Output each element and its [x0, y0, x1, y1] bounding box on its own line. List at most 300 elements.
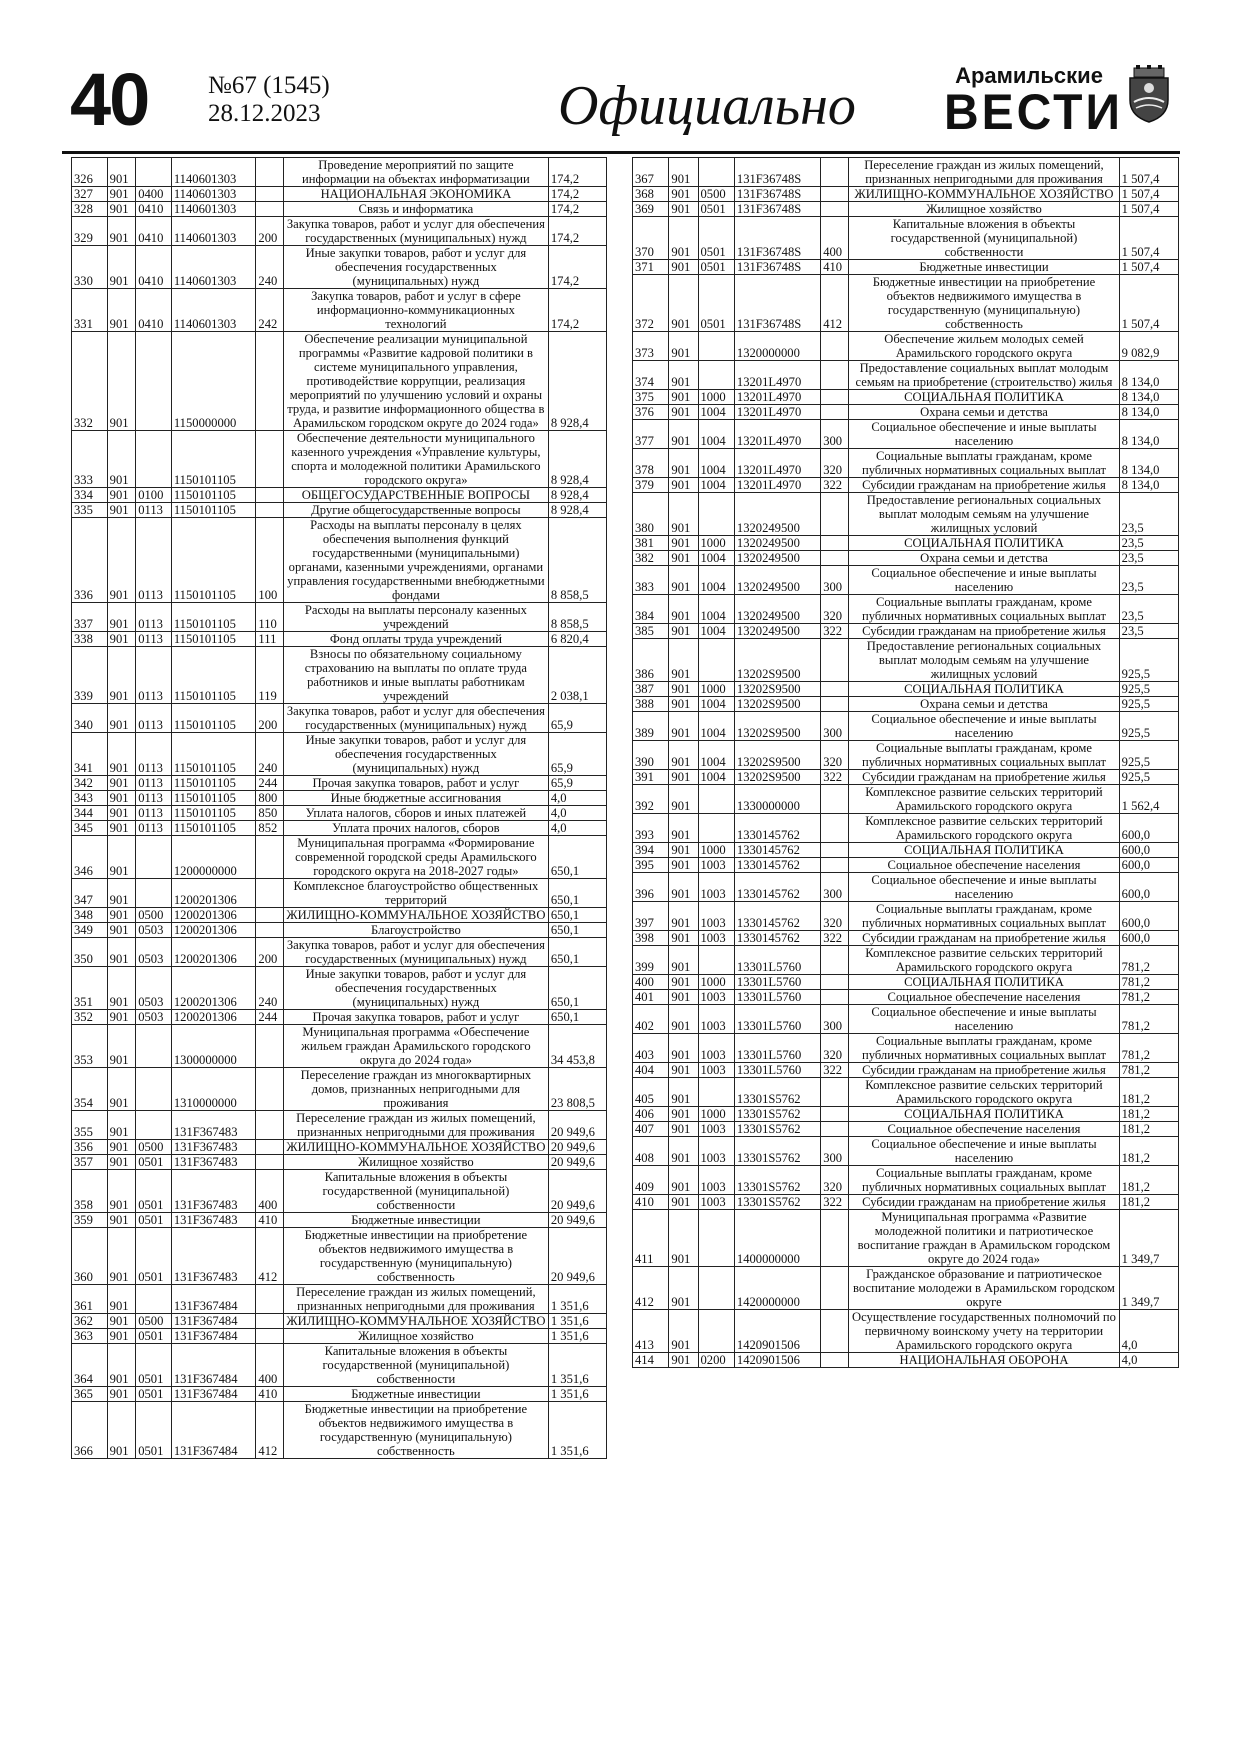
table-row	[72, 1329, 607, 1344]
row-number: 413	[633, 1310, 669, 1353]
target-code: 1150101105	[171, 791, 256, 806]
amount: 1 349,7	[1119, 1210, 1178, 1267]
row-number: 352	[72, 1010, 108, 1025]
expense-type	[256, 1329, 284, 1344]
row-number: 403	[633, 1034, 669, 1063]
item-name: Охрана семьи и детства	[849, 551, 1119, 566]
amount: 20 949,6	[548, 1170, 606, 1213]
target-code: 1300000000	[171, 1025, 256, 1068]
expense-type	[256, 431, 284, 488]
item-name: Проведение мероприятий по защите информации на объектах информатизации	[283, 158, 548, 187]
target-code: 1150101105	[171, 632, 256, 647]
admin-code: 901	[107, 1111, 136, 1140]
target-code: 1420901506	[734, 1310, 820, 1353]
section-code: 0400	[136, 187, 172, 202]
section-code: 0500	[136, 1314, 172, 1329]
section-code: 0113	[136, 733, 172, 776]
section-code	[136, 1285, 172, 1314]
admin-code: 901	[669, 390, 698, 405]
target-code: 1140601303	[171, 246, 256, 289]
item-name: Другие общегосударственные вопросы	[283, 503, 548, 518]
expense-type: 320	[821, 1166, 849, 1195]
item-name: Иные бюджетные ассигнования	[283, 791, 548, 806]
target-code: 1330145762	[734, 902, 820, 931]
admin-code: 901	[107, 1387, 136, 1402]
admin-code: 901	[107, 704, 136, 733]
admin-code: 901	[107, 791, 136, 806]
table-row	[633, 843, 1179, 858]
item-name: Охрана семьи и детства	[849, 697, 1119, 712]
row-number: 387	[633, 682, 669, 697]
row-number: 414	[633, 1353, 669, 1368]
admin-code: 901	[107, 1285, 136, 1314]
row-number: 402	[633, 1005, 669, 1034]
amount: 20 949,6	[548, 1140, 606, 1155]
target-code: 131F36748S	[734, 260, 820, 275]
target-code: 131F367483	[171, 1213, 256, 1228]
amount: 9 082,9	[1119, 332, 1178, 361]
row-number: 333	[72, 431, 108, 488]
item-name: Прочая закупка товаров, работ и услуг	[283, 1010, 548, 1025]
expense-type	[256, 1155, 284, 1170]
section-code	[136, 1025, 172, 1068]
amount: 181,2	[1119, 1107, 1178, 1122]
amount: 181,2	[1119, 1166, 1178, 1195]
expense-type: 200	[256, 704, 284, 733]
section-code: 1000	[698, 1107, 734, 1122]
amount: 181,2	[1119, 1195, 1178, 1210]
item-name: Жилищное хозяйство	[849, 202, 1119, 217]
issue-date: 28.12.2023	[208, 100, 321, 127]
row-number: 379	[633, 478, 669, 493]
table-row	[633, 682, 1179, 697]
row-number: 399	[633, 946, 669, 975]
row-number: 363	[72, 1329, 108, 1344]
row-number: 364	[72, 1344, 108, 1387]
admin-code: 901	[107, 647, 136, 704]
table-row	[72, 821, 607, 836]
section-code: 1000	[698, 536, 734, 551]
expense-type: 320	[821, 1034, 849, 1063]
target-code: 1330145762	[734, 858, 820, 873]
admin-code: 901	[669, 873, 698, 902]
section-code: 1003	[698, 873, 734, 902]
admin-code: 901	[107, 246, 136, 289]
section-code: 0501	[698, 260, 734, 275]
table-row	[72, 1344, 607, 1387]
item-name: Иные закупки товаров, работ и услуг для обеспечения государственных (муниципальных) нужд	[283, 967, 548, 1010]
table-row	[633, 1195, 1179, 1210]
amount: 174,2	[548, 187, 606, 202]
amount: 650,1	[548, 923, 606, 938]
target-code: 1150101105	[171, 733, 256, 776]
admin-code: 901	[107, 1170, 136, 1213]
row-number: 358	[72, 1170, 108, 1213]
item-name: Социальное обеспечение и иные выплаты населению	[849, 873, 1119, 902]
section-code: 0410	[136, 246, 172, 289]
section-code: 1004	[698, 697, 734, 712]
row-number: 378	[633, 449, 669, 478]
row-number: 400	[633, 975, 669, 990]
item-name: Осуществление государственных полномочий по первичному воинскому учету на территории Арамильского городского округа	[849, 1310, 1119, 1353]
table-row	[633, 493, 1179, 536]
row-number: 376	[633, 405, 669, 420]
admin-code: 901	[107, 202, 136, 217]
admin-code: 901	[107, 1140, 136, 1155]
section-code: 1003	[698, 1195, 734, 1210]
table-row	[72, 806, 607, 821]
item-name: Закупка товаров, работ и услуг для обеспечения государственных (муниципальных) нужд	[283, 217, 548, 246]
expense-type: 322	[821, 624, 849, 639]
row-number: 404	[633, 1063, 669, 1078]
row-number: 410	[633, 1195, 669, 1210]
expense-type: 242	[256, 289, 284, 332]
expense-type: 300	[821, 712, 849, 741]
item-name: Закупка товаров, работ и услуг для обеспечения государственных (муниципальных) нужд	[283, 704, 548, 733]
amount: 2 038,1	[548, 647, 606, 704]
item-name: Взносы по обязательному социальному страхованию на выплаты по оплате труда работников и иные выплаты работникам учреждений	[283, 647, 548, 704]
target-code: 131F36748S	[734, 275, 820, 332]
admin-code: 901	[669, 551, 698, 566]
row-number: 336	[72, 518, 108, 603]
table-row	[72, 1387, 607, 1402]
section-code: 0113	[136, 821, 172, 836]
admin-code: 901	[669, 1210, 698, 1267]
admin-code: 901	[669, 1353, 698, 1368]
table-row	[633, 639, 1179, 682]
admin-code: 901	[669, 639, 698, 682]
table-row	[633, 217, 1179, 260]
row-number: 332	[72, 332, 108, 431]
amount: 20 949,6	[548, 1228, 606, 1285]
section-code	[136, 431, 172, 488]
expense-type	[821, 1267, 849, 1310]
table-row	[633, 332, 1179, 361]
amount: 925,5	[1119, 697, 1178, 712]
amount: 781,2	[1119, 990, 1178, 1005]
admin-code: 901	[107, 1329, 136, 1344]
admin-code: 901	[669, 975, 698, 990]
row-number: 388	[633, 697, 669, 712]
target-code: 1200201306	[171, 1010, 256, 1025]
section-code: 1003	[698, 1166, 734, 1195]
amount: 650,1	[548, 1010, 606, 1025]
target-code: 1320000000	[734, 332, 820, 361]
admin-code: 901	[669, 536, 698, 551]
expense-type	[256, 488, 284, 503]
row-number: 356	[72, 1140, 108, 1155]
amount: 1 507,4	[1119, 187, 1178, 202]
amount: 781,2	[1119, 1063, 1178, 1078]
row-number: 409	[633, 1166, 669, 1195]
target-code: 1320249500	[734, 595, 820, 624]
item-name: Переселение граждан из жилых помещений, признанных непригодными для проживания	[283, 1285, 548, 1314]
section-code	[698, 814, 734, 843]
section-code	[698, 785, 734, 814]
logo-top-text: Арамильские	[955, 63, 1103, 88]
admin-code: 901	[107, 938, 136, 967]
expense-type: 200	[256, 217, 284, 246]
item-name: Уплата прочих налогов, сборов	[283, 821, 548, 836]
item-name: СОЦИАЛЬНАЯ ПОЛИТИКА	[849, 1107, 1119, 1122]
amount: 23 808,5	[548, 1068, 606, 1111]
issue-info	[208, 72, 330, 128]
table-row	[72, 647, 607, 704]
table-row	[633, 202, 1179, 217]
amount: 781,2	[1119, 946, 1178, 975]
expense-type	[821, 1310, 849, 1353]
row-number: 373	[633, 332, 669, 361]
admin-code: 901	[669, 420, 698, 449]
item-name: Муниципальная программа «Формирование современной городской среды Арамильского городского округа на 2018-2027 годы»	[283, 836, 548, 879]
amount: 34 453,8	[548, 1025, 606, 1068]
table-row	[72, 289, 607, 332]
expense-type: 412	[256, 1402, 284, 1459]
expense-type	[256, 332, 284, 431]
target-code: 1150000000	[171, 332, 256, 431]
row-number: 354	[72, 1068, 108, 1111]
section-code: 0501	[136, 1402, 172, 1459]
section-code: 1004	[698, 420, 734, 449]
section-code: 0501	[698, 202, 734, 217]
section-code: 0500	[698, 187, 734, 202]
section-code: 0501	[136, 1213, 172, 1228]
item-name: Социальное обеспечение и иные выплаты населению	[849, 712, 1119, 741]
table-row	[633, 1353, 1179, 1368]
table-row	[633, 1005, 1179, 1034]
table-row	[633, 187, 1179, 202]
target-code: 13201L4970	[734, 390, 820, 405]
row-number: 329	[72, 217, 108, 246]
target-code: 1150101105	[171, 503, 256, 518]
target-code: 13301S5762	[734, 1107, 820, 1122]
admin-code: 901	[107, 1213, 136, 1228]
expense-type	[821, 814, 849, 843]
section-code: 1000	[698, 682, 734, 697]
row-number: 380	[633, 493, 669, 536]
expense-type	[821, 390, 849, 405]
expense-type: 400	[256, 1344, 284, 1387]
target-code: 1150101105	[171, 603, 256, 632]
table-row	[72, 704, 607, 733]
item-name: Обеспечение жильем молодых семей Арамильского городского округа	[849, 332, 1119, 361]
section-code	[698, 158, 734, 187]
expense-type	[821, 946, 849, 975]
amount: 23,5	[1119, 536, 1178, 551]
target-code: 1150101105	[171, 488, 256, 503]
admin-code: 901	[107, 1228, 136, 1285]
expense-type	[821, 187, 849, 202]
admin-code: 901	[669, 1195, 698, 1210]
expense-type: 320	[821, 902, 849, 931]
row-number: 330	[72, 246, 108, 289]
item-name: Бюджетные инвестиции	[283, 1387, 548, 1402]
target-code: 1140601303	[171, 217, 256, 246]
admin-code: 901	[107, 187, 136, 202]
section-code: 0503	[136, 1010, 172, 1025]
expense-type: 410	[821, 260, 849, 275]
admin-code: 901	[107, 1025, 136, 1068]
admin-code: 901	[107, 821, 136, 836]
target-code: 131F367484	[171, 1402, 256, 1459]
row-number: 337	[72, 603, 108, 632]
admin-code: 901	[669, 624, 698, 639]
amount: 600,0	[1119, 843, 1178, 858]
row-number: 412	[633, 1267, 669, 1310]
table-row	[72, 938, 607, 967]
expense-type	[821, 551, 849, 566]
item-name: Иные закупки товаров, работ и услуг для обеспечения государственных (муниципальных) нужд	[283, 246, 548, 289]
item-name: Комплексное развитие сельских территорий Арамильского городского округа	[849, 1078, 1119, 1107]
admin-code: 901	[669, 843, 698, 858]
row-number: 391	[633, 770, 669, 785]
section-code: 0503	[136, 923, 172, 938]
table-row	[72, 1025, 607, 1068]
target-code: 13202S9500	[734, 741, 820, 770]
expense-type	[821, 493, 849, 536]
amount: 23,5	[1119, 566, 1178, 595]
target-code: 1140601303	[171, 289, 256, 332]
section-code: 0503	[136, 938, 172, 967]
expense-type	[821, 639, 849, 682]
amount: 600,0	[1119, 858, 1178, 873]
section-code: 0113	[136, 806, 172, 821]
page-number: 40	[70, 58, 149, 141]
expense-type: 322	[821, 770, 849, 785]
section-code	[136, 879, 172, 908]
row-number: 384	[633, 595, 669, 624]
row-number: 406	[633, 1107, 669, 1122]
amount: 8 858,5	[548, 518, 606, 603]
amount: 650,1	[548, 938, 606, 967]
expense-type: 100	[256, 518, 284, 603]
expense-type: 240	[256, 733, 284, 776]
section-code	[136, 158, 172, 187]
amount: 8 134,0	[1119, 478, 1178, 493]
admin-code: 901	[669, 902, 698, 931]
item-name: Капитальные вложения в объекты государственной (муниципальной) собственности	[283, 1344, 548, 1387]
expense-type	[821, 682, 849, 697]
section-code	[698, 1310, 734, 1353]
row-number: 359	[72, 1213, 108, 1228]
admin-code: 901	[669, 1005, 698, 1034]
table-row	[633, 551, 1179, 566]
section-code	[136, 1111, 172, 1140]
row-number: 395	[633, 858, 669, 873]
amount: 650,1	[548, 967, 606, 1010]
item-name: Иные закупки товаров, работ и услуг для обеспечения государственных (муниципальных) нужд	[283, 733, 548, 776]
expense-type: 300	[821, 420, 849, 449]
item-name: Переселение граждан из жилых помещений, признанных непригодными для проживания	[849, 158, 1119, 187]
item-name: Закупка товаров, работ и услуг для обеспечения государственных (муниципальных) нужд	[283, 938, 548, 967]
target-code: 131F367484	[171, 1285, 256, 1314]
section-code: 0501	[136, 1170, 172, 1213]
target-code: 13301L5760	[734, 1063, 820, 1078]
amount: 4,0	[548, 806, 606, 821]
item-name: Социальное обеспечение и иные выплаты населению	[849, 566, 1119, 595]
row-number: 397	[633, 902, 669, 931]
section-code: 1004	[698, 551, 734, 566]
amount: 600,0	[1119, 931, 1178, 946]
target-code: 1140601303	[171, 202, 256, 217]
expense-type: 852	[256, 821, 284, 836]
expense-type	[256, 1068, 284, 1111]
row-number: 342	[72, 776, 108, 791]
amount: 23,5	[1119, 595, 1178, 624]
section-code: 0100	[136, 488, 172, 503]
target-code: 131F367484	[171, 1344, 256, 1387]
target-code: 131F367483	[171, 1170, 256, 1213]
amount: 8 858,5	[548, 603, 606, 632]
item-name: ОБЩЕГОСУДАРСТВЕННЫЕ ВОПРОСЫ	[283, 488, 548, 503]
row-number: 398	[633, 931, 669, 946]
row-number: 374	[633, 361, 669, 390]
expense-type	[821, 361, 849, 390]
item-name: Расходы на выплаты персоналу в целях обеспечения выполнения функций государственными (муниципальными) органами, казенными учреждениями, органами управления государственными внебюджетными фондами	[283, 518, 548, 603]
admin-code: 901	[669, 1078, 698, 1107]
item-name: Социальные выплаты гражданам, кроме публичных нормативных социальных выплат	[849, 741, 1119, 770]
table-row	[633, 390, 1179, 405]
row-number: 351	[72, 967, 108, 1010]
item-name: Предоставление социальных выплат молодым семьям на приобретение (строительство) жилья	[849, 361, 1119, 390]
table-row	[72, 967, 607, 1010]
expense-type: 240	[256, 967, 284, 1010]
table-row	[72, 1068, 607, 1111]
item-name: Бюджетные инвестиции на приобретение объектов недвижимого имущества в государственную (муниципальную) собственность	[283, 1228, 548, 1285]
expense-type: 300	[821, 1005, 849, 1034]
table-row	[633, 741, 1179, 770]
target-code: 1200201306	[171, 908, 256, 923]
item-name: Социальные выплаты гражданам, кроме публичных нормативных социальных выплат	[849, 449, 1119, 478]
expense-type	[256, 879, 284, 908]
row-number: 347	[72, 879, 108, 908]
item-name: Комплексное развитие сельских территорий Арамильского городского округа	[849, 946, 1119, 975]
amount: 925,5	[1119, 712, 1178, 741]
table-row	[72, 1314, 607, 1329]
amount: 8 928,4	[548, 488, 606, 503]
row-number: 350	[72, 938, 108, 967]
target-code: 13301S5762	[734, 1078, 820, 1107]
section-code: 1003	[698, 990, 734, 1005]
target-code: 13301S5762	[734, 1195, 820, 1210]
row-number: 338	[72, 632, 108, 647]
target-code: 131F367483	[171, 1140, 256, 1155]
row-number: 382	[633, 551, 669, 566]
target-code: 1150101105	[171, 821, 256, 836]
admin-code: 901	[107, 217, 136, 246]
amount: 23,5	[1119, 551, 1178, 566]
table-row	[633, 420, 1179, 449]
expense-type	[821, 1107, 849, 1122]
section-code: 0501	[136, 1387, 172, 1402]
admin-code: 901	[669, 260, 698, 275]
amount: 4,0	[548, 791, 606, 806]
table-row	[72, 1228, 607, 1285]
section-code: 1004	[698, 741, 734, 770]
row-number: 408	[633, 1137, 669, 1166]
admin-code: 901	[669, 1063, 698, 1078]
amount: 8 134,0	[1119, 390, 1178, 405]
amount: 1 351,6	[548, 1285, 606, 1314]
item-name: Гражданское образование и патриотическое воспитание молодежи в Арамильском городском округе	[849, 1267, 1119, 1310]
section-code: 1003	[698, 1137, 734, 1166]
section-title: Официально	[558, 75, 856, 137]
admin-code: 901	[669, 1310, 698, 1353]
admin-code: 901	[669, 361, 698, 390]
table-row	[72, 776, 607, 791]
row-number: 340	[72, 704, 108, 733]
table-row	[633, 595, 1179, 624]
